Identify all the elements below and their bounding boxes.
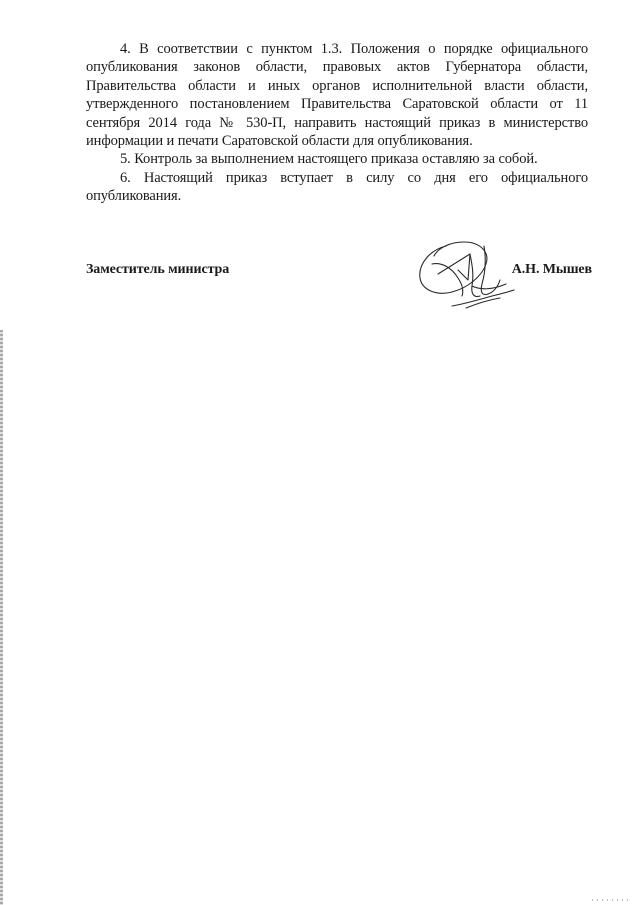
scan-dots-artifact: [592, 899, 632, 901]
position-title: Заместитель министра: [86, 262, 230, 277]
document-body: [86, 40, 588, 206]
signer-name: А.Н. Мышев: [511, 262, 592, 277]
paragraph-5: 5. Контроль за выполнением настоящего приказа оставляю за собой.: [120, 151, 538, 168]
handwritten-signature: [408, 234, 520, 316]
signature-block: [86, 256, 592, 316]
paragraph-6: 6. Настоящий приказ вступает в силу со дня его официального опубликования.: [86, 169, 588, 205]
scan-edge-artifact: [0, 330, 3, 905]
paragraph-4: 4. В соответствии с пунктом 1.3. Положения о порядке официального опубликования законов области, правовых актов Губернатора области, Правительства области и иных органов исполнительной власти области, утвержденного постановлением Правительства Саратовской области от 11 сентября 2014 года № 530-П, направить настоящий приказ в министерство информации и печати Саратовской области для опубликования.: [86, 41, 588, 150]
